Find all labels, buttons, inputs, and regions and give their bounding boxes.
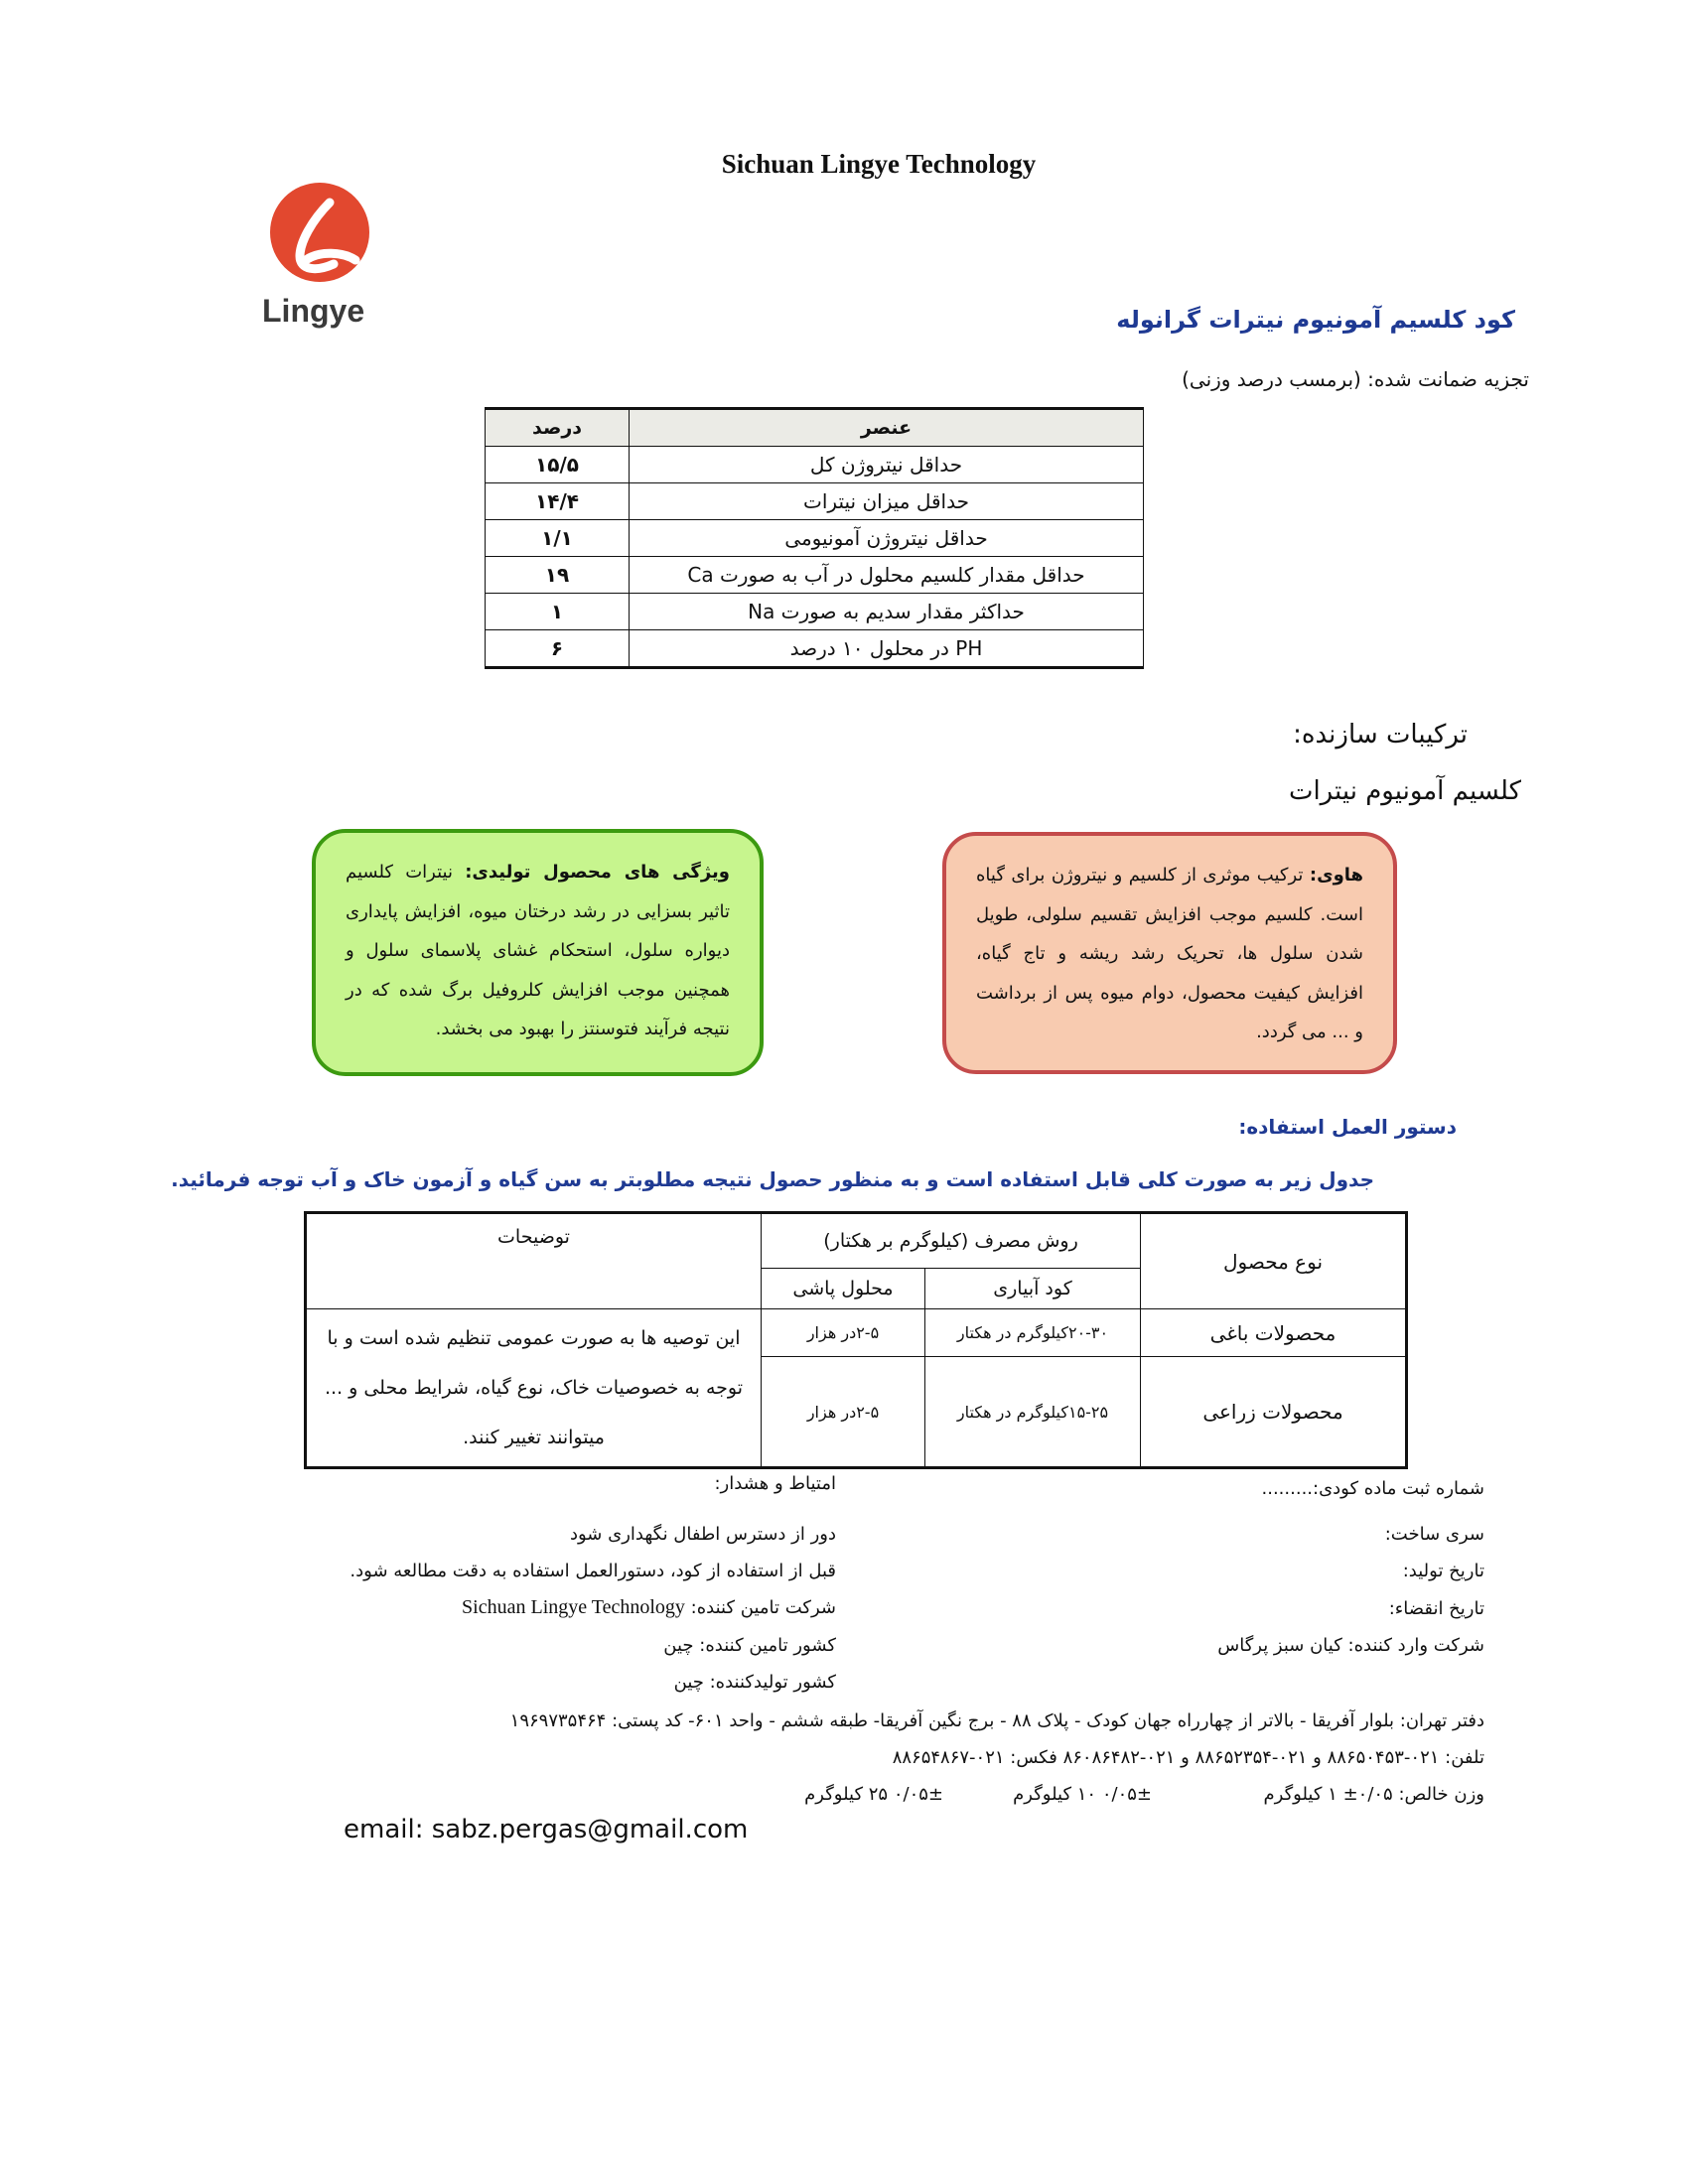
notes-cell: این توصیه ها به صورت عمومی تنظیم شده است و با توجه به خصوصیات خاک، نوع گیاه، شرایط محلی و ... میتوانند تغییر کنند. — [306, 1309, 762, 1468]
usage-label: دستور العمل استفاده: — [1238, 1115, 1457, 1139]
value-cell: ۱ — [486, 594, 630, 630]
spray-cell: ۲-۵در هزار — [762, 1357, 925, 1468]
office-address: دفتر تهران: بلوار آفریقا - بالاتر از چهارراه جهان کودک - پلاک ۸۸ - برج نگین آفریقا- طبقه ششم - واحد ۶۰۱- کد پستی: ۱۹۶۹۷۳۵۴۶۴ — [509, 1710, 1484, 1731]
caution-heading: امتیاط و هشدار: — [714, 1473, 836, 1494]
fert-cell: ۲۰-۳۰کیلوگرم در هکتار — [925, 1309, 1141, 1357]
composition-label: ترکیبات سازنده: — [1293, 720, 1468, 750]
contains-box — [942, 832, 1397, 1074]
method-header: روش مصرف (کیلوگرم بر هکتار) — [762, 1213, 1141, 1269]
supplier — [462, 1596, 836, 1619]
value-cell: ۱۵/۵ — [486, 447, 630, 483]
weight-10kg: ۰/۰۵± ۱۰ کیلوگرم — [1013, 1784, 1152, 1805]
element-cell: PH در محلول ۱۰ درصد — [630, 630, 1144, 668]
features-box — [312, 829, 764, 1076]
crop-cell: محصولات باغی — [1141, 1309, 1407, 1357]
usage-note: جدول زیر به صورت کلی قابل استفاده است و به منظور حصول نتیجه مطلوبتر به سن گیاه و آزمون خاک و آب توجه فرمائید. — [171, 1167, 1374, 1191]
value-cell: ۱۹ — [486, 557, 630, 594]
column-percent: درصد — [486, 409, 630, 447]
element-cell: حداقل نیتروژن آمونیومی — [630, 520, 1144, 557]
document-title: کود کلسیم آمونیوم نیترات گرانوله — [1116, 306, 1515, 334]
analysis-table — [485, 407, 1144, 669]
contact-email[interactable]: email: sabz.pergas@gmail.com — [344, 1815, 749, 1844]
supplier-name: Sichuan Lingye Technology — [462, 1596, 685, 1618]
composition-value: کلسیم آمونیوم نیترات — [1288, 776, 1521, 806]
logo-text: Lingye — [262, 293, 365, 329]
importer: شرکت وارد کننده: کیان سبز پرگاس — [1217, 1635, 1484, 1656]
caution-line-2: قبل از استفاده از کود، دستورالعمل استفاده به دقت مطالعه شود. — [350, 1561, 836, 1581]
lingye-logo — [260, 181, 389, 330]
table-row — [306, 1309, 1407, 1357]
column-element: عنصر — [630, 409, 1144, 447]
table-row — [486, 594, 1144, 630]
fert-cell: ۱۵-۲۵کیلوگرم در هکتار — [925, 1357, 1141, 1468]
company-name: Sichuan Lingye Technology — [721, 149, 1037, 179]
analysis-subtitle: تجزیه ضمانت شده: (برمسب درصد وزنی) — [1182, 367, 1529, 391]
crop-cell: محصولات زراعی — [1141, 1357, 1407, 1468]
table-row — [486, 557, 1144, 594]
table-row — [486, 520, 1144, 557]
value-cell: ۱۴/۴ — [486, 483, 630, 520]
maker-country: کشور تولیدکننده: چین — [673, 1672, 836, 1693]
registration-number: شماره ثبت ماده کودی:......... — [1261, 1478, 1484, 1499]
phone-fax: تلفن: ۰۲۱-۸۸۶۵۰۴۵۳ و ۰۲۱-۸۸۶۵۲۳۵۴ و ۰۲۱-۸۶۰۸۶۴۸۲ فکس: ۰۲۱-۸۸۶۵۴۸۶۷ — [892, 1747, 1484, 1768]
element-cell: حداقل نیتروژن کل — [630, 447, 1144, 483]
crop-type-header: نوع محصول — [1141, 1213, 1407, 1309]
table-header-row — [486, 409, 1144, 447]
spray-cell: ۲-۵در هزار — [762, 1309, 925, 1357]
element-cell: حداقل میزان نیترات — [630, 483, 1144, 520]
production-date: تاریخ تولید: — [1402, 1561, 1484, 1581]
weight-25kg: ۰/۰۵± ۲۵ کیلوگرم — [804, 1784, 943, 1805]
contains-text: ترکیب موثری از کلسیم و نیتروژن برای گیاه است. کلسیم موجب افزایش تقسیم سلولی، طویل شدن سلول ها، تحریک رشد ریشه و تاج گیاه، افزایش کیفیت محصول، دوام میوه پس از برداشت و ... می گردد. — [976, 865, 1363, 1042]
expiry-date: تاریخ انقضاء: — [1388, 1598, 1484, 1619]
table-row — [486, 447, 1144, 483]
batch-number: سری ساخت: — [1384, 1524, 1484, 1545]
notes-header: توضیحات — [306, 1213, 762, 1309]
table-row — [486, 630, 1144, 668]
supplier-country: کشور تامین کننده: چین — [663, 1635, 836, 1656]
features-text: نیترات کلسیم تاثیر بسزایی در رشد درختان میوه، افزایش پایداری دیواره سلول، استحکام غشای پلاسمای سلول و همچنین موجب افزایش کلروفیل برگ شده که در نتیجه فرآیند فتوسنتز را بهبود می بخشد. — [346, 862, 730, 1039]
usage-header-row — [306, 1213, 1407, 1269]
spray-header: محلول پاشی — [762, 1269, 925, 1309]
supplier-label: شرکت تامین کننده: — [690, 1597, 836, 1618]
element-cell: حداقل مقدار کلسیم محلول در آب به صورت Ca — [630, 557, 1144, 594]
value-cell: ۶ — [486, 630, 630, 668]
caution-line-1: دور از دسترس اطفال نگهداری شود — [569, 1524, 836, 1545]
usage-table — [304, 1211, 1408, 1469]
element-cell: حداکثر مقدار سدیم به صورت Na — [630, 594, 1144, 630]
weight-1kg: وزن خالص: ۰/۰۵± ۱ کیلوگرم — [1263, 1784, 1484, 1805]
table-row — [486, 483, 1144, 520]
features-heading: ویژگی های محصول تولیدی: — [465, 862, 730, 883]
value-cell: ۱/۱ — [486, 520, 630, 557]
contains-heading: هاوی: — [1309, 865, 1363, 886]
fertigation-header: کود آبیاری — [925, 1269, 1141, 1309]
